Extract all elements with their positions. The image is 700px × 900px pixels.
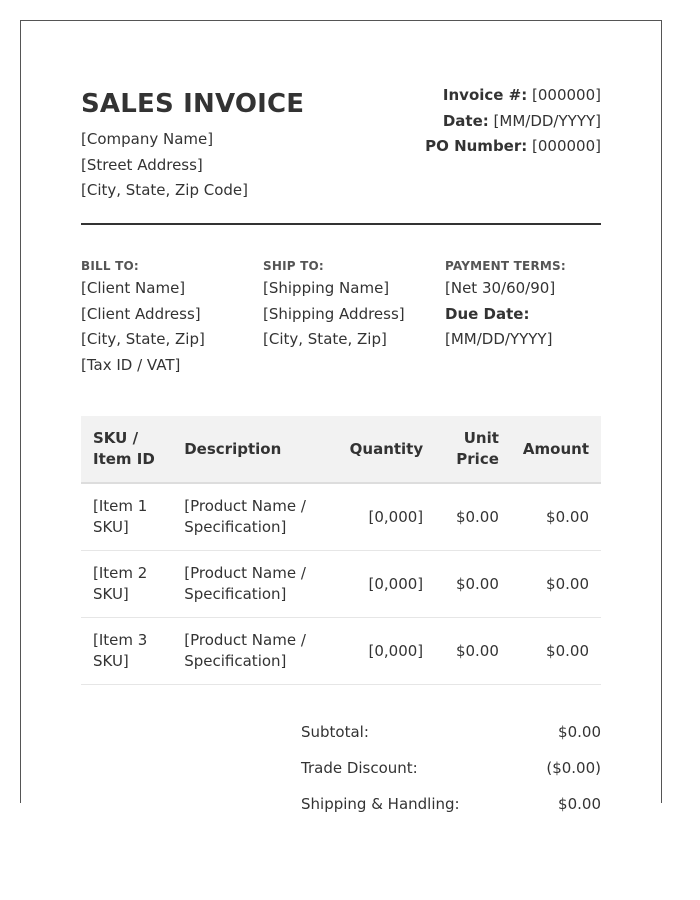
- sku-line2: SKU]: [93, 585, 129, 603]
- header-sku-line2: Item ID: [93, 450, 155, 468]
- ship-to-label: SHIP TO:: [263, 259, 324, 273]
- description-line1: [Product Name /: [184, 631, 306, 649]
- po-number-label: PO Number:: [425, 137, 528, 155]
- company-info: [81, 127, 248, 204]
- invoice-number-label: Invoice #:: [442, 86, 528, 104]
- cell-amount: $0.00: [511, 618, 601, 685]
- bill-to-client-name: [Client Name]: [81, 279, 186, 297]
- invoice-number-value: [000000]: [532, 86, 601, 104]
- ship-to-address: [Shipping Address]: [263, 304, 405, 323]
- cell-unit-price: $0.00: [435, 618, 511, 685]
- table-row: [81, 551, 601, 618]
- invoice-meta: [425, 83, 601, 160]
- header-price-line2: Price: [456, 450, 499, 468]
- header-unit-price: [435, 416, 511, 483]
- description-line2: Specification]: [184, 652, 287, 670]
- description-line1: [Product Name /: [184, 564, 306, 582]
- sku-line1: [Item 3: [93, 631, 148, 649]
- subtotal-label: Subtotal:: [301, 723, 369, 741]
- description-line2: Specification]: [184, 585, 287, 603]
- company-name: [Company Name]: [81, 130, 214, 148]
- payment-terms-section: [445, 258, 566, 353]
- cell-description: [172, 551, 333, 618]
- invoice-content: [81, 21, 601, 813]
- cell-sku: [81, 618, 172, 685]
- header-sku: [81, 416, 172, 483]
- bill-to-tax-id: [Tax ID / VAT]: [81, 355, 181, 374]
- company-street: [Street Address]: [81, 155, 203, 174]
- due-date-value: [MM/DD/YYYY]: [445, 330, 553, 348]
- invoice-title: SALES INVOICE: [81, 89, 305, 119]
- cell-amount: $0.00: [511, 483, 601, 551]
- cell-unit-price: $0.00: [435, 551, 511, 618]
- cell-quantity: [0,000]: [333, 483, 435, 551]
- invoice-date-value: [MM/DD/YYYY]: [493, 111, 601, 130]
- ship-to-city: [City, State, Zip]: [263, 330, 387, 348]
- bill-to-section: [81, 258, 205, 378]
- trade-discount-value: ($0.00): [546, 759, 601, 777]
- table-header-row: [81, 416, 601, 483]
- cell-amount: $0.00: [511, 551, 601, 618]
- bill-to-client-address: [Client Address]: [81, 304, 201, 323]
- cell-description: [172, 618, 333, 685]
- header-price-line1: Unit: [463, 429, 499, 447]
- totals-section: [301, 723, 601, 831]
- header-description: Description: [172, 416, 333, 483]
- shipping-handling-label: Shipping & Handling:: [301, 795, 460, 813]
- header-quantity: Quantity: [333, 416, 435, 483]
- sku-line2: SKU]: [93, 652, 129, 670]
- cell-unit-price: $0.00: [435, 483, 511, 551]
- description-line2: Specification]: [184, 518, 287, 536]
- line-items-table: [81, 416, 601, 685]
- trade-discount-row: [301, 759, 601, 795]
- header-divider: [81, 223, 601, 225]
- shipping-handling-value: $0.00: [558, 795, 601, 813]
- ship-to-name: [Shipping Name]: [263, 279, 390, 297]
- cell-sku: [81, 551, 172, 618]
- ship-to-section: [263, 258, 405, 353]
- sku-line1: [Item 1: [93, 497, 148, 515]
- subtotal-value: $0.00: [558, 723, 601, 741]
- invoice-number-row: [425, 83, 601, 109]
- payment-terms-label: PAYMENT TERMS:: [445, 259, 566, 273]
- sku-line2: SKU]: [93, 518, 129, 536]
- table-row: [81, 483, 601, 551]
- invoice-date-label: Date:: [442, 111, 489, 130]
- header-sku-line1: SKU /: [93, 429, 139, 447]
- subtotal-row: [301, 723, 601, 759]
- sku-line1: [Item 2: [93, 564, 148, 582]
- cell-sku: [81, 483, 172, 551]
- bill-to-city: [City, State, Zip]: [81, 330, 205, 348]
- table-row: [81, 618, 601, 685]
- trade-discount-label: Trade Discount:: [301, 759, 418, 777]
- cell-description: [172, 483, 333, 551]
- po-number-row: [425, 134, 601, 160]
- invoice-date-row: [425, 109, 601, 135]
- invoice-page: [20, 20, 662, 813]
- due-date-label: Due Date:: [445, 304, 530, 323]
- cell-quantity: [0,000]: [333, 618, 435, 685]
- cell-quantity: [0,000]: [333, 551, 435, 618]
- payment-terms-value: [Net 30/60/90]: [445, 279, 556, 297]
- header-amount: Amount: [511, 416, 601, 483]
- po-number-value: [000000]: [532, 137, 601, 155]
- bill-to-label: BILL TO:: [81, 259, 139, 273]
- company-city: [City, State, Zip Code]: [81, 181, 249, 199]
- shipping-handling-row: [301, 795, 601, 831]
- description-line1: [Product Name /: [184, 497, 306, 515]
